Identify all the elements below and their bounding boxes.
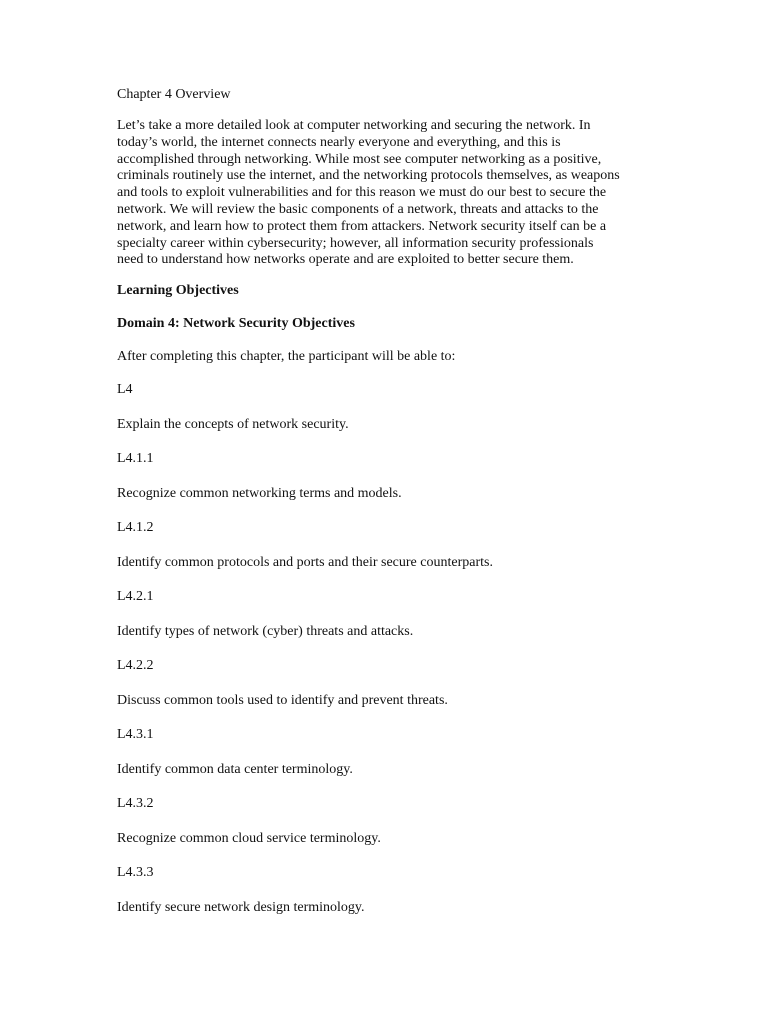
- learning-objectives-heading: Learning Objectives: [117, 283, 239, 299]
- objective-description: Recognize common cloud service terminology.: [117, 831, 381, 847]
- objective-code: L4: [117, 382, 133, 398]
- objective-item: [117, 795, 637, 848]
- objective-item: [117, 726, 637, 779]
- objective-code: L4.3.1: [117, 727, 154, 743]
- objective-code: L4.1.2: [117, 520, 154, 536]
- objective-item: [117, 657, 637, 710]
- objective-description: Identify common data center terminology.: [117, 762, 353, 778]
- objective-description: Identify secure network design terminology.: [117, 900, 365, 916]
- objective-description: Recognize common networking terms and models.: [117, 486, 402, 502]
- objective-description: Explain the concepts of network security.: [117, 417, 349, 433]
- objective-description: Discuss common tools used to identify and prevent threats.: [117, 693, 448, 709]
- objective-code: L4.1.1: [117, 451, 154, 467]
- objective-item: [117, 381, 637, 434]
- objective-item: [117, 519, 637, 572]
- objective-item: [117, 864, 637, 917]
- document-page: [117, 86, 637, 933]
- domain-heading: Domain 4: Network Security Objectives: [117, 316, 355, 332]
- objective-code: L4.3.3: [117, 865, 154, 881]
- objective-item: [117, 588, 637, 641]
- objective-code: L4.2.2: [117, 658, 154, 674]
- objective-code: L4.2.1: [117, 589, 154, 605]
- objective-list: [117, 381, 637, 917]
- chapter-overview-paragraph: Let’s take a more detailed look at computer networking and securing the network. In today’s world, the internet connects nearly everyone and everything, and this is accomplished through networking. While most see computer networking as a positive, criminals routinely use the internet, and the networking protocols themselves, as weapons and tools to exploit vulnerabilities and for this reason we must do our best to secure the network. We will review the basic components of a network, threats and attacks to the network, and learn how to protect them from attackers. Network security itself can be a specialty career within cybersecurity; however, all information security professionals need to understand how networks operate and are exploited to better secure them.: [117, 118, 620, 268]
- objective-description: Identify types of network (cyber) threats and attacks.: [117, 624, 414, 640]
- after-completing-text: After completing this chapter, the participant will be able to:: [117, 349, 456, 365]
- objective-code: L4.3.2: [117, 796, 154, 812]
- chapter-title: Chapter 4 Overview: [117, 87, 231, 102]
- objective-item: [117, 450, 637, 503]
- objective-description: Identify common protocols and ports and their secure counterparts.: [117, 555, 493, 571]
